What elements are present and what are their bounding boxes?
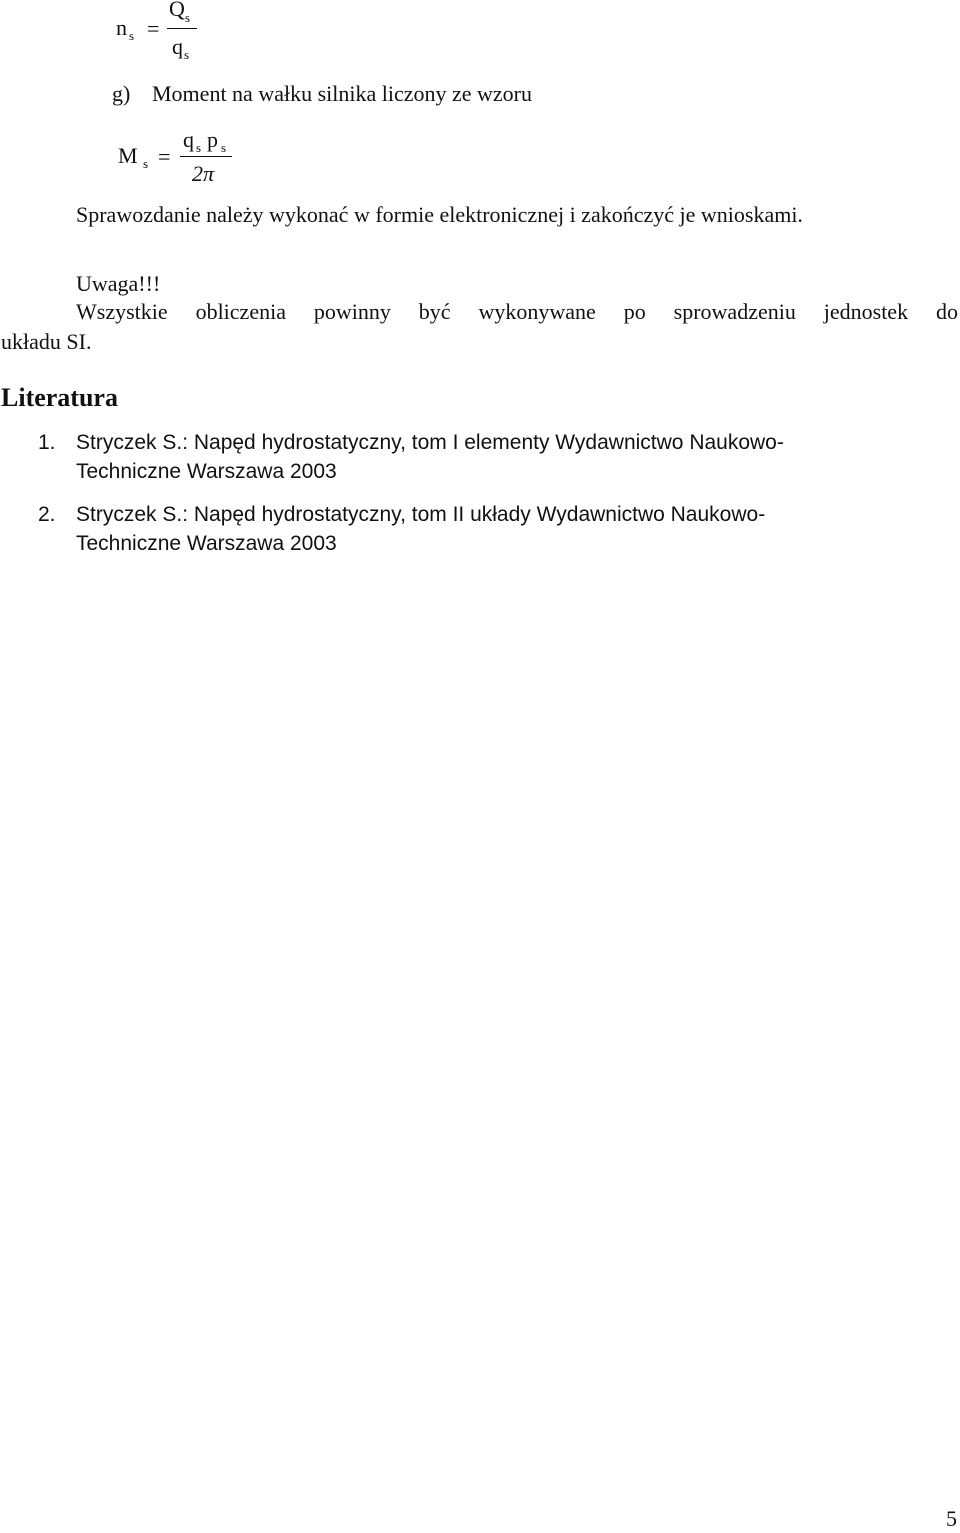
report-note: Sprawozdanie należy wykonać w formie elektronicznej i zakończyć je wnioskami. bbox=[76, 202, 803, 227]
literature-heading: Literatura bbox=[1, 383, 118, 412]
page-number: 5 bbox=[946, 1506, 957, 1531]
formula-ms-fraction-bar bbox=[180, 156, 232, 157]
formula-ns-lhs-sub: s bbox=[129, 28, 135, 43]
formula-ms-lhs-sub: s bbox=[143, 156, 149, 171]
literature-item-1-line-1: Stryczek S.: Napęd hydrostatyczny, tom I elementy Wydawnictwo Naukowo- bbox=[76, 431, 784, 454]
formula-ms-lhs: M bbox=[118, 143, 138, 168]
literature-item-2-line-2: Techniczne Warszawa 2003 bbox=[76, 532, 337, 555]
formula-ms-numerator-p-sub: s bbox=[221, 140, 227, 155]
warning-label: Uwaga!!! bbox=[76, 271, 161, 296]
formula-ns-denominator: q bbox=[172, 34, 183, 59]
literature-item-1-number: 1. bbox=[38, 431, 56, 454]
formula-ns-lhs: n bbox=[116, 15, 127, 40]
warning-line-2: układu SI. bbox=[1, 329, 92, 354]
formula-ms-numerator-p: p bbox=[207, 127, 218, 152]
list-item-g-text: Moment na wałku silnika liczony ze wzoru bbox=[152, 81, 533, 106]
formula-ms-denominator: 2π bbox=[192, 161, 215, 186]
formula-ns-equals: = bbox=[147, 16, 160, 41]
literature-item-2-number: 2. bbox=[38, 503, 56, 526]
formula-ms-numerator-q: q bbox=[183, 127, 194, 152]
formula-ns-numerator: Q bbox=[169, 0, 185, 21]
literature-item-1-line-2: Techniczne Warszawa 2003 bbox=[76, 460, 337, 483]
literature-item-2-line-1: Stryczek S.: Napęd hydrostatyczny, tom II układy Wydawnictwo Naukowo- bbox=[76, 503, 766, 526]
formula-ms-equals: = bbox=[158, 144, 171, 169]
formula-ns-denominator-sub: s bbox=[184, 47, 190, 62]
formula-ns-numerator-sub: s bbox=[185, 10, 191, 25]
warning-line-1: Wszystkie obliczenia powinny być wykonywane po sprowadzeniu jednostek do bbox=[76, 299, 958, 324]
list-marker-g: g) bbox=[112, 81, 131, 106]
formula-ms-numerator-q-sub: s bbox=[196, 140, 202, 155]
formula-ns-fraction-bar bbox=[167, 28, 197, 29]
